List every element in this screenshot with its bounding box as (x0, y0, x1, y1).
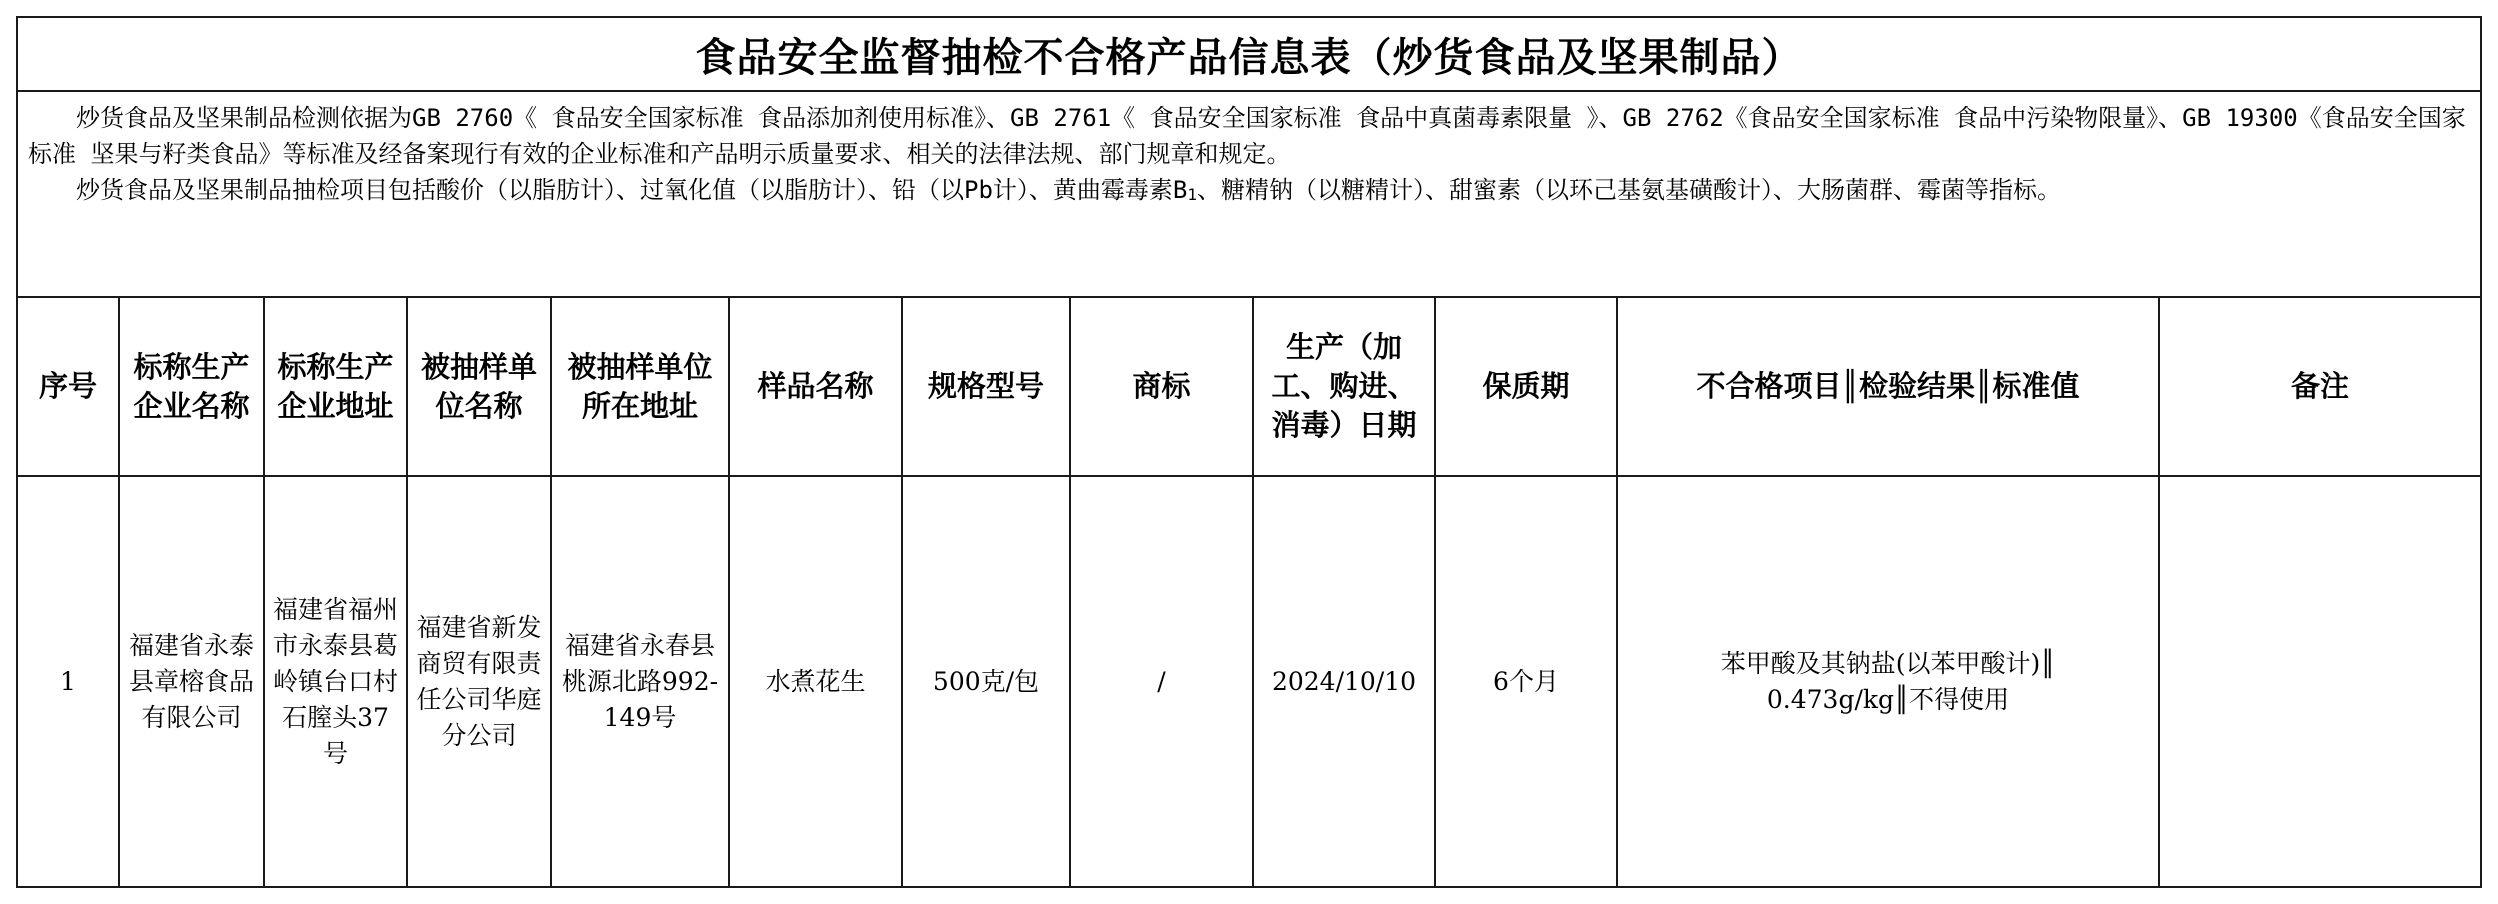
header-trademark: 商标 (1070, 298, 1253, 476)
intro-items-text-b: 、糖精钠（以糖精计）、甜蜜素（以环己基氨基磺酸计）、大肠菌群、霉菌等指标。 (1197, 176, 2061, 204)
cell-failed-item (1617, 476, 2159, 886)
header-shelf-life: 保质期 (1435, 298, 1617, 476)
intro-items-subscript: 1 (1187, 185, 1197, 204)
header-sample-name: 样品名称 (729, 298, 902, 476)
cell-sampled-unit-address: 福建省永春县桃源北路992-149号 (551, 476, 729, 886)
inspection-sheet (16, 16, 2482, 888)
header-producer-address: 标称生产企业地址 (264, 298, 407, 476)
cell-remark (2159, 476, 2480, 886)
intro-paragraph-items (28, 172, 2470, 213)
header-sampled-unit-name: 被抽样单位名称 (407, 298, 551, 476)
header-production-date: 生产（加工、购进、消毒）日期 (1253, 298, 1435, 476)
intro-paragraph-standards: 炒货食品及坚果制品检测依据为GB 2760《 食品安全国家标准 食品添加剂使用标准》、GB 2761《 食品安全国家标准 食品中真菌毒素限量 》、GB 2762《食品安全国家标准 食品中污染物限量》、GB 19300《食品安全国家标准 坚果与籽类食品》等标准及经备案现行有效的企业标准和产品明示质量要求、相关的法律法规、部门规章和规定。 (28, 104, 2466, 168)
sheet-title: 食品安全监督抽检不合格产品信息表（炒货食品及坚果制品） (18, 18, 2480, 92)
cell-sample-name: 水煮花生 (729, 476, 902, 886)
cell-producer-name: 福建省永泰县章榕食品有限公司 (119, 476, 264, 886)
nonconforming-products-table (18, 298, 2480, 886)
intro-items-text-a: 炒货食品及坚果制品抽检项目包括酸价（以脂肪计）、过氧化值（以脂肪计）、铅（以Pb计）、黄曲霉毒素B (76, 176, 1188, 204)
intro-notes (18, 90, 2480, 298)
failed-item-result-line: 0.473g/kg║不得使用 (1766, 684, 2010, 714)
table-header-row (18, 298, 2480, 476)
header-sampled-unit-address: 被抽样单位所在地址 (551, 298, 729, 476)
header-index: 序号 (18, 298, 119, 476)
failed-item-line: 苯甲酸及其钠盐(以苯甲酸计)║ (1720, 648, 2056, 678)
cell-shelf-life: 6个月 (1435, 476, 1617, 886)
cell-production-date: 2024/10/10 (1253, 476, 1435, 886)
header-producer-name: 标称生产企业名称 (119, 298, 264, 476)
header-remark: 备注 (2159, 298, 2480, 476)
table-row (18, 476, 2480, 886)
cell-spec: 500克/包 (902, 476, 1070, 886)
header-failed-item: 不合格项目║检验结果║标准值 (1617, 298, 2159, 476)
cell-producer-address: 福建省福州市永泰县葛岭镇台口村石膣头37号 (264, 476, 407, 886)
cell-trademark: / (1070, 476, 1253, 886)
cell-index: 1 (18, 476, 119, 886)
header-spec: 规格型号 (902, 298, 1070, 476)
cell-sampled-unit-name: 福建省新发商贸有限责任公司华庭分公司 (407, 476, 551, 886)
